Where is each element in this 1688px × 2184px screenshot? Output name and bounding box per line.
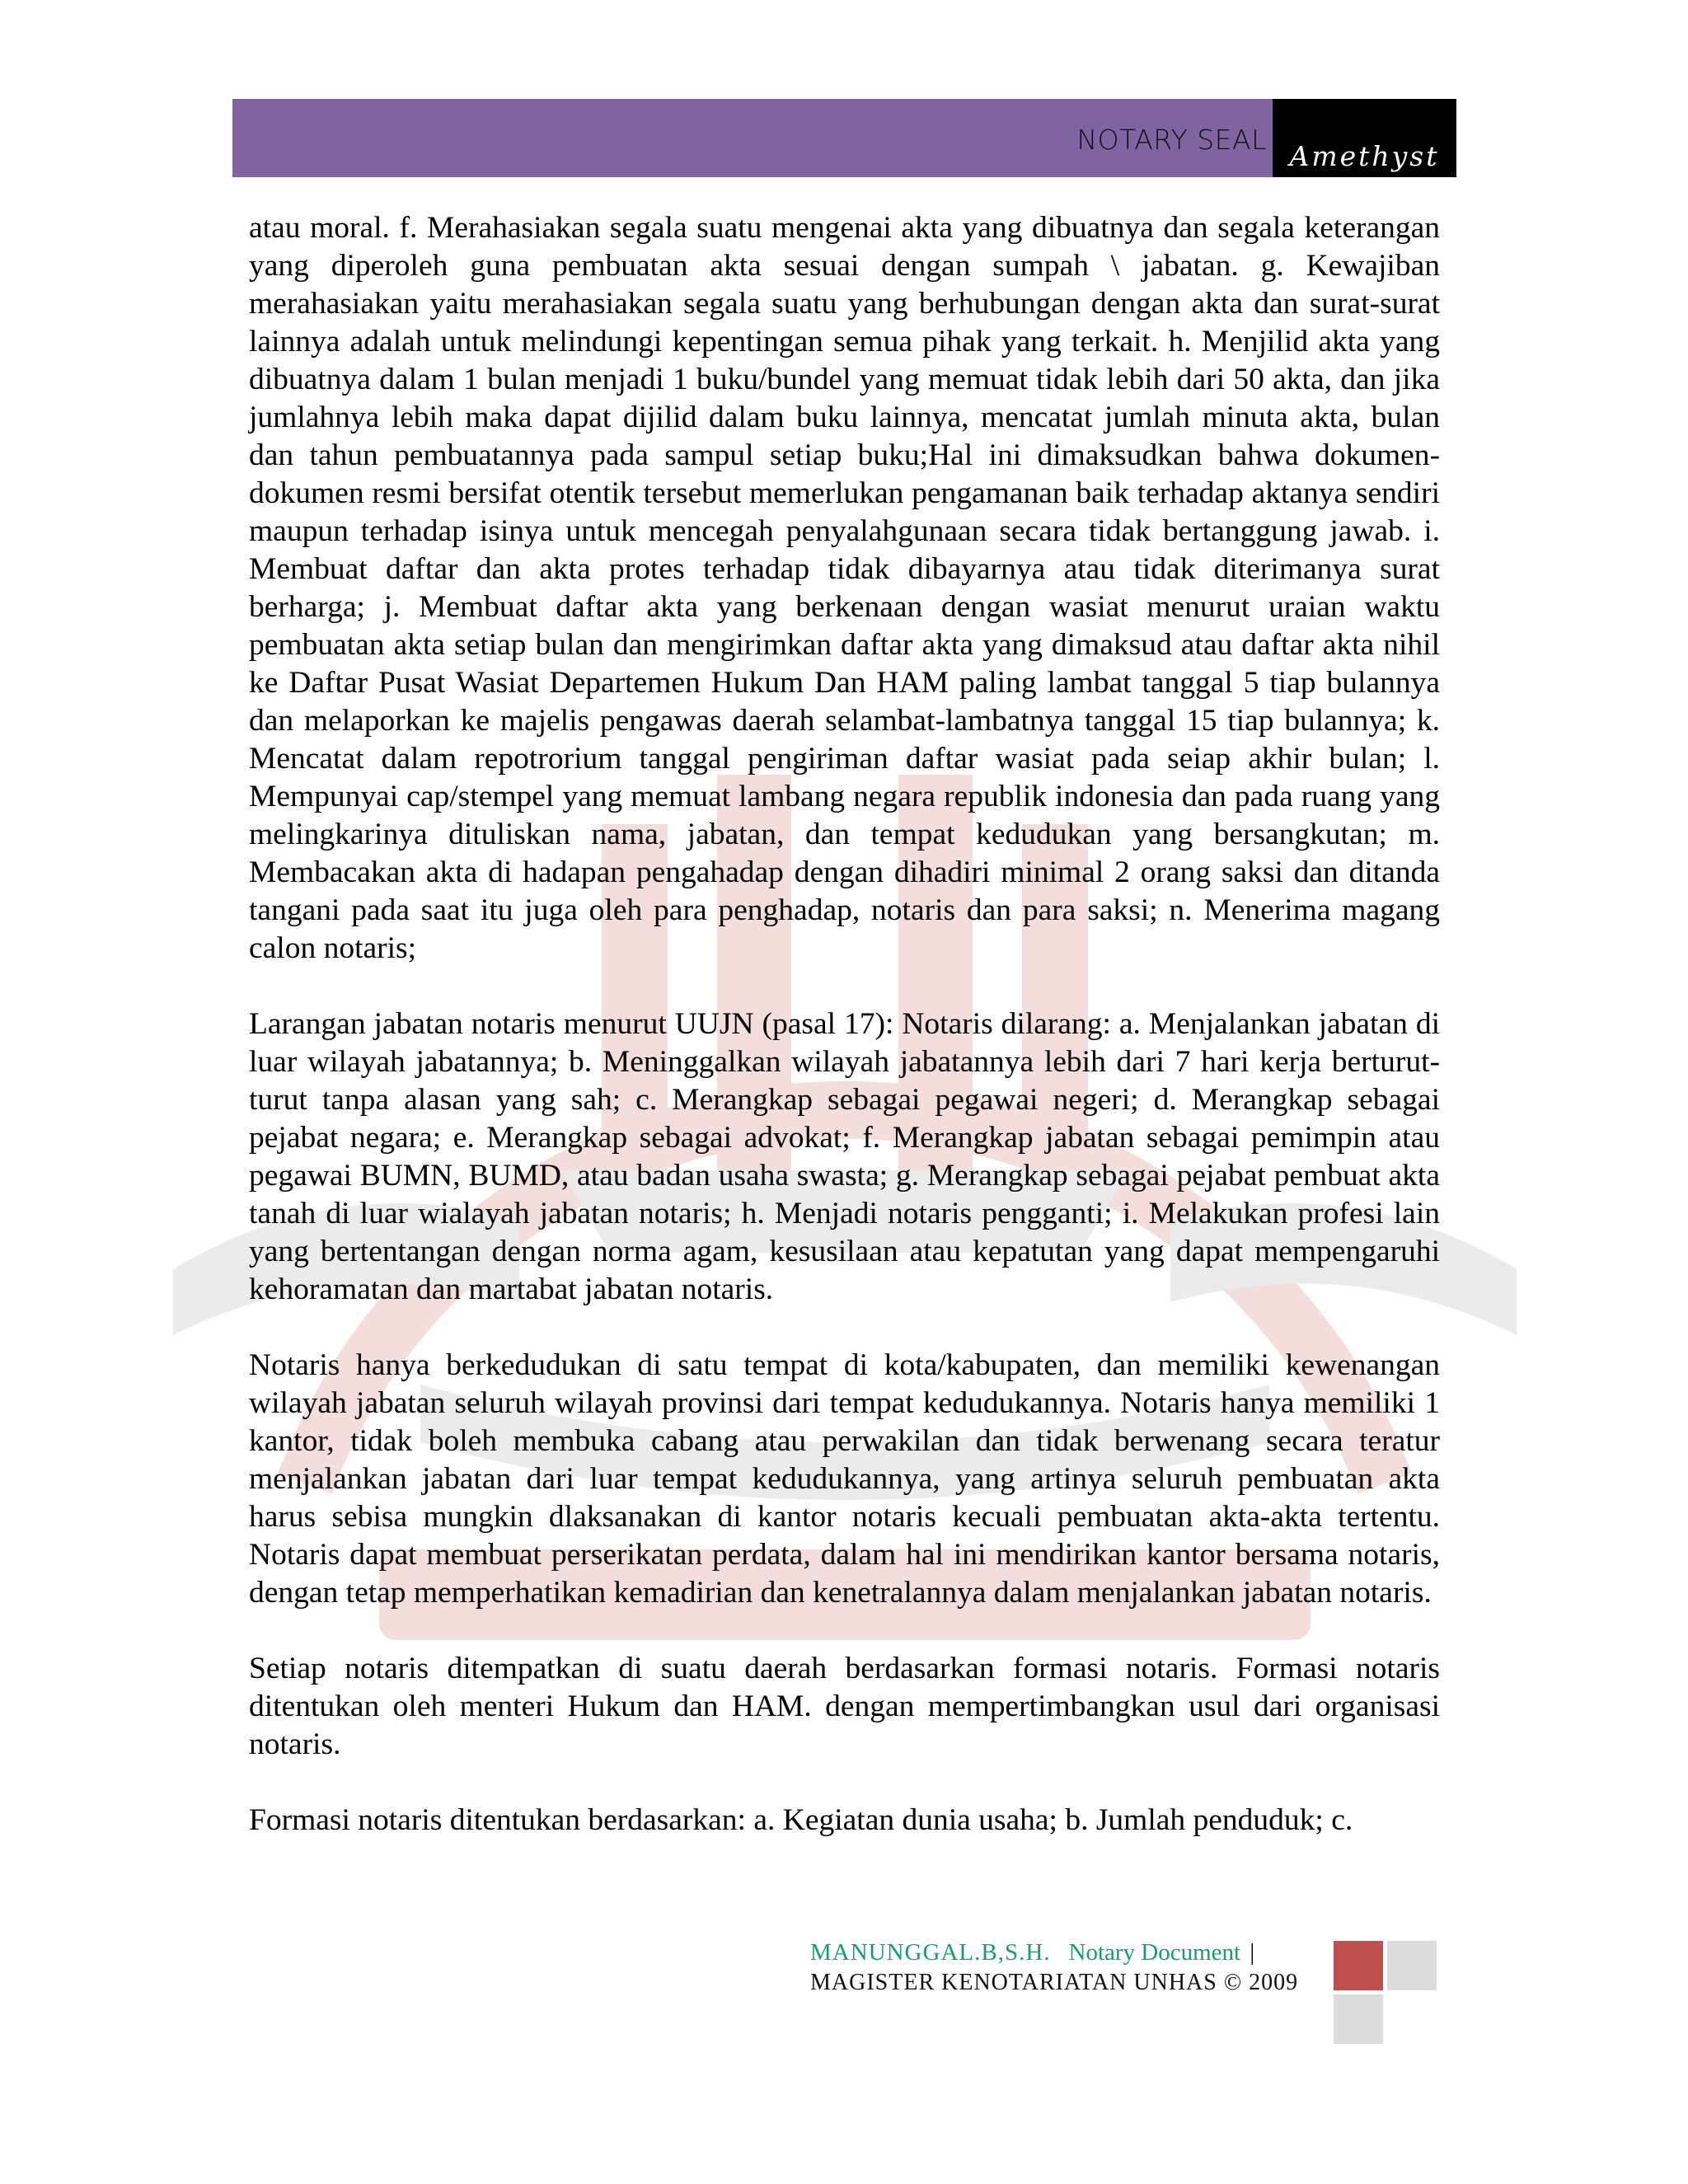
- header-theme-label: Amethyst: [1289, 140, 1440, 172]
- footer-doc-label: Notary Document: [1068, 1939, 1241, 1966]
- paragraph: Notaris hanya berkedudukan di satu tempat di kota/kabupaten, dan memiliki kewenangan wilayah jabatan seluruh wilayah provinsi dari tempat kedudukannya. Notaris hanya memiliki 1 kantor, tidak boleh membuka cabang atau perwakilan dan tidak berwenang secara teratur menjalankan jabatan dari luar tempat kedudukannya, yang artinya seluruh pembuatan akta harus sebisa mungkin dlaksanakan di kantor notaris kecuali pembuatan akta-akta tertentu. Notaris dapat membuat perserikatan perdata, dalam hal ini mendirikan kantor bersama notaris, dengan tetap memperhatikan kemadirian dan kenetralannya dalam menjalankan jabatan notaris.: [249, 1348, 1440, 1610]
- paragraph: atau moral. f. Merahasiakan segala suatu mengenai akta yang dibuatnya dan segala keterangan yang diperoleh guna pembuatan akta sesuai dengan sumpah \ jabatan. g. Kewajiban merahasiakan yaitu merahasiakan segala suatu yang berhubungan dengan akta dan surat-surat lainnya adalah untuk melindungi kepentingan semua pihak yang terkait. h. Menjilid akta yang dibuatnya dalam 1 bulan menjadi 1 buku/bundel yang memuat tidak lebih dari 50 akta, dan jika jumlahnya lebih maka dapat dijilid dalam buku lainnya, mencatat jumlah minuta akta, bulan dan tahun pembuatannya pada sampul setiap buku;Hal ini dimaksudkan bahwa dokumen-dokumen resmi bersifat otentik tersebut memerlukan pengamanan baik terhadap aktanya sendiri maupun terhadap isinya untuk mencegah penyalahgunaan secara tidak bertanggung jawab. i. Membuat daftar dan akta protes terhadap tidak dibayarnya atau tidak diterimanya surat berharga; j. Membuat daftar akta yang berkenaan dengan wasiat menurut uraian waktu pembuatan akta setiap bulan dan mengirimkan daftar akta yang dimaksud atau daftar akta nihil ke Daftar Pusat Wasiat Departemen Hukum Dan HAM paling lambat tanggal 5 tiap bulannya dan melaporkan ke majelis pengawas daerah selambat-lambatnya tanggal 15 tiap bulannya; k. Mencatat dalam repotrorium tanggal pengiriman daftar wasiat pada seiap akhir bulan; l. Mempunyai cap/stempel yang memuat lambang negara republik indonesia dan pada ruang yang melingkarinya dituliskan nama, jabatan, dan tempat kedudukan yang bersangkutan; m. Membacakan akta di hadapan pengahadap dengan dihadiri minimal 2 orang saksi dan ditanda tangani pada saat itu juga oleh para penghadap, notaris dan para saksi; n. Menerima magang calon notaris;: [249, 211, 1440, 965]
- footer-author: MANUNGGAL.B,S.H.: [810, 1939, 1051, 1966]
- footer-copyright: MAGISTER KENOTARIATAN UNHAS © 2009: [810, 1970, 1299, 1995]
- paragraph: Larangan jabatan notaris menurut UUJN (pasal 17): Notaris dilarang: a. Menjalankan jabatan di luar wilayah jabatannya; b. Meninggalkan wilayah jabatannya lebih dari 7 hari kerja berturut-turut tanpa alasan yang sah; c. Merangkap sebagai pegawai negeri; d. Merangkap sebagai pejabat negara; e. Merangkap sebagai advokat; f. Merangkap jabatan sebagai pemimpin atau pegawai BUMN, BUMD, atau badan usaha swasta; g. Merangkap sebagai pejabat pembuat akta tanah di luar wialayah jabatan notaris; h. Menjadi notaris pengganti; i. Melakukan profesi lain yang bertentangan dengan norma agam, kesusilaan atau kepatutan yang dapat mempengaruhi kehoramatan dan martabat jabatan notaris.: [249, 1007, 1440, 1306]
- footer-author-line: [810, 1939, 1254, 1966]
- footer-decor-square-gray: [1387, 1941, 1437, 1990]
- header-title: NOTARY SEAL: [1076, 124, 1267, 156]
- footer-separator: |: [1250, 1939, 1255, 1966]
- header-bar: [232, 99, 1456, 177]
- footer-decor-square-gray: [1334, 1994, 1383, 2044]
- document-body: [249, 209, 1440, 1840]
- footer-decor-square-red: [1334, 1941, 1383, 1990]
- paragraph: Setiap notaris ditempatkan di suatu daerah berdasarkan formasi notaris. Formasi notaris ditentukan oleh menteri Hukum dan HAM. dengan mempertimbangkan usul dari organisasi notaris.: [249, 1652, 1440, 1761]
- paragraph: Formasi notaris ditentukan berdasarkan: a. Kegiatan dunia usaha; b. Jumlah penduduk; c.: [249, 1803, 1353, 1837]
- header-theme-box: [1273, 99, 1456, 177]
